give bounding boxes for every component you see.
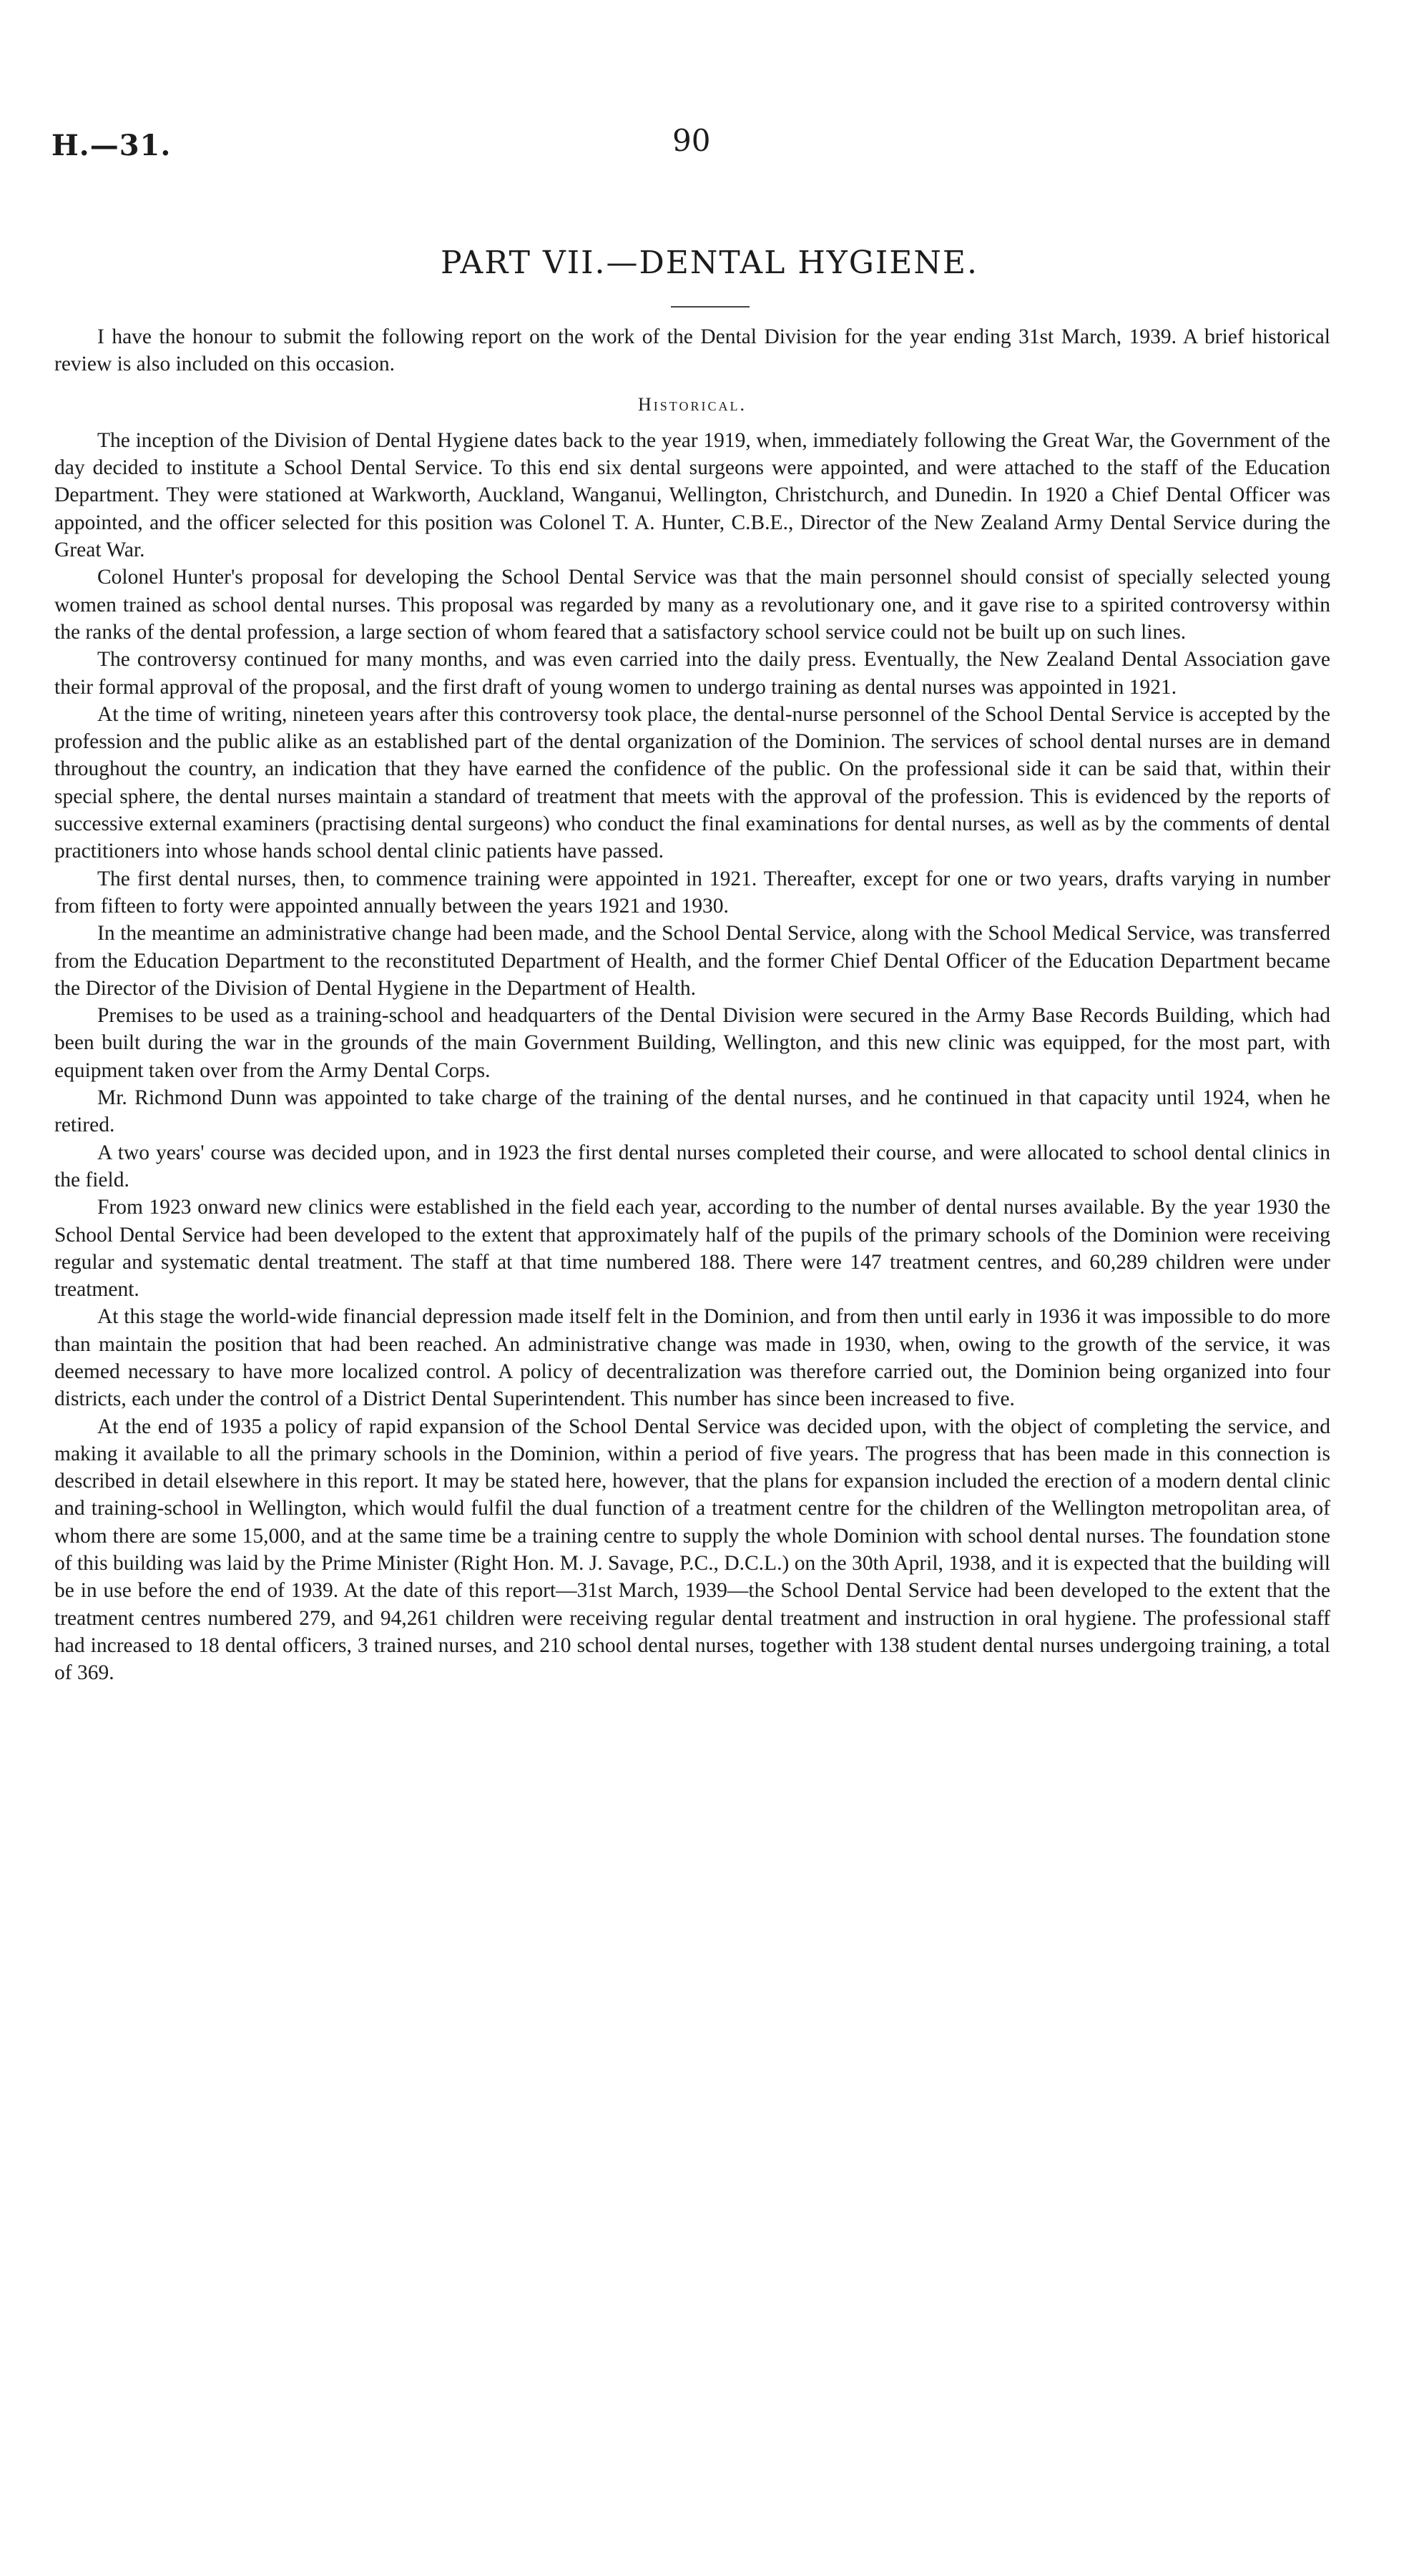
document-body [54, 323, 1330, 1687]
paragraph-10: From 1923 onward new clinics were established in the field each year, according to the number of dental nurses available. By the year 1930 the School Dental Service had been developed to the extent that approximately half of the pupils of the primary schools of the Dominion were receiving regular and systematic dental treatment. The staff at that time numbered 188. There were 147 treatment centres, and 60,289 children were under treatment. [54, 1196, 1330, 1302]
report-reference: H.—31. [51, 129, 172, 162]
paragraph-11: At this stage the world-wide financial depression made itself felt in the Dominion, and from then until early in 1936 it was impossible to do more than maintain the position that had been reached. An administrative change was made in 1930, when, owing to the growth of the service, it was deemed necessary to have more localized control. A policy of decentralization was therefore carried out, the Dominion being organized into four districts, each under the control of a District Dental Superintendent. This number has since been increased to five. [54, 1305, 1330, 1411]
paragraph-1: The inception of the Division of Dental Hygiene dates back to the year 1919, when, immediately following the Great War, the Government of the day decided to institute a School Dental Service. To this end six dental surgeons were appointed, and were attached to the staff of the Education Department. They were stationed at Warkworth, Auckland, Wanganui, Wellington, Christchurch, and Dunedin. In 1920 a Chief Dental Officer was appointed, and the officer selected for this position was Colonel T. A. Hunter, C.B.E., Director of the New Zealand Army Dental Service during the Great War. [54, 428, 1330, 562]
paragraph-8: Mr. Richmond Dunn was appointed to take charge of the training of the dental nurses, and he continued in that capacity until 1924, when he retired. [54, 1086, 1330, 1137]
page-number: 90 [672, 123, 711, 158]
intro-paragraph: I have the honour to submit the following report on the work of the Dental Division for the year ending 31st March, 1939. A brief historical review is also included on this occasion. [54, 325, 1330, 376]
paragraph-4: At the time of writing, nineteen years after this controversy took place, the dental-nurse personnel of the School Dental Service is accepted by the profession and the public alike as an established part of the dental organization of the Dominion. The services of school dental nurses are in demand throughout the country, an indication that they have earned the confidence of the public. On the professional side it can be said that, within their special sphere, the dental nurses maintain a standard of treatment that meets with the approval of the profession. This is evidenced by the reports of successive external examiners (practising dental surgeons) who conduct the final examinations for dental nurses, as well as by the comments of dental practitioners into whose hands school dental clinic patients have passed. [54, 702, 1330, 863]
paragraph-12: At the end of 1935 a policy of rapid expansion of the School Dental Service was decided upon, with the object of completing the service, and making it available to all the primary schools in the Dominion, within a period of five years. The progress that has been made in this connection is described in detail elsewhere in this report. It may be stated here, however, that the plans for expansion included the erection of a modern dental clinic and training-school in Wellington, which would fulfil the dual function of a treatment centre for the children of the Wellington metropolitan area, of whom there are some 15,000, and at the same time be a training centre to supply the whole Dominion with school dental nurses. The foundation stone of this building was laid by the Prime Minister (Right Hon. M. J. Savage, P.C., D.C.L.) on the 30th April, 1938, and it is expected that the building will be in use before the end of 1939. At the date of this report—31st March, 1939—the School Dental Service had been developed to the extent that the treatment centres numbered 279, and 94,261 children were receiving regular dental treatment and instruction in oral hygiene. The professional staff had increased to 18 dental officers, 3 trained nurses, and 210 school dental nurses, together with 138 student dental nurses undergoing training, a total of 369. [54, 1415, 1330, 1685]
title-divider [671, 306, 750, 308]
paragraph-2: Colonel Hunter's proposal for developing the School Dental Service was that the main personnel should consist of specially selected young women trained as school dental nurses. This proposal was regarded by many as a revolutionary one, and it gave rise to a spirited controversy within the ranks of the dental profession, a large section of whom feared that a satisfactory school service could not be built up on such lines. [54, 566, 1330, 644]
paragraph-9: A two years' course was decided upon, and in 1923 the first dental nurses completed their course, and were allocated to school dental clinics in the field. [54, 1141, 1330, 1191]
section-heading: Historical. [638, 393, 747, 415]
paragraph-6: In the meantime an administrative change had been made, and the School Dental Service, along with the School Medical Service, was transferred from the Education Department to the reconstituted Department of Health, and the former Chief Dental Officer of the Education Department became the Director of the Division of Dental Hygiene in the Department of Health. [54, 922, 1330, 1000]
paragraph-5: The first dental nurses, then, to commence training were appointed in 1921. Thereafter, except for one or two years, drafts varying in number from fifteen to forty were appointed annually between the years 1921 and 1930. [54, 867, 1330, 918]
page-title: PART VII.—DENTAL HYGIENE. [440, 245, 979, 281]
paragraph-3: The controversy continued for many months, and was even carried into the daily press. Eventually, the New Zealand Dental Association gave their formal approval of the proposal, and the first draft of young women to undergo training as dental nurses was appointed in 1921. [54, 648, 1330, 699]
paragraph-7: Premises to be used as a training-school and headquarters of the Dental Division were secured in the Army Base Records Building, which had been built during the war in the grounds of the main Government Building, Wellington, and this new clinic was equipped, for the most part, with equipment taken over from the Army Dental Corps. [54, 1004, 1330, 1082]
